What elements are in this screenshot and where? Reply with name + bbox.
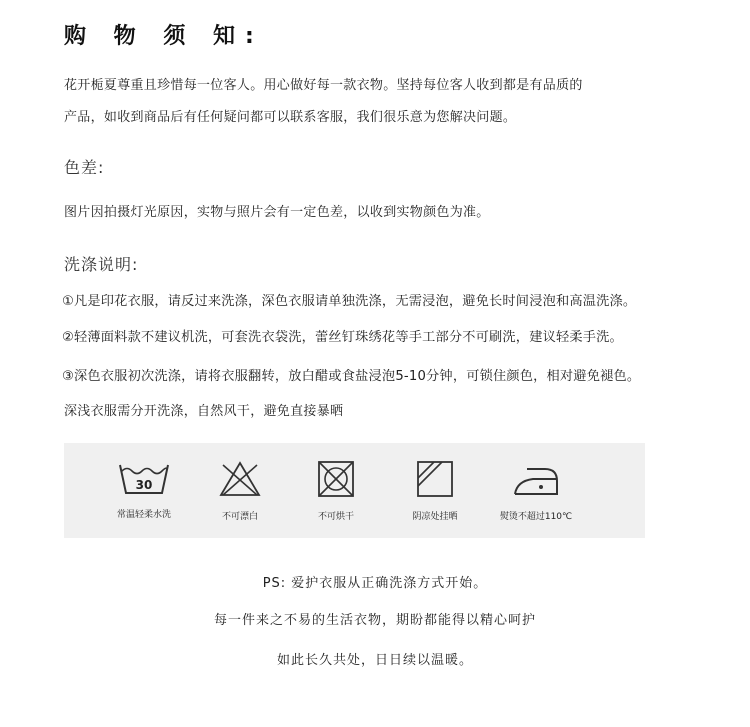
wash-30-icon (117, 461, 171, 495)
care-label-shade: 阴凉处挂晒 (412, 512, 458, 522)
iron-low-icon (511, 461, 561, 497)
washing-rule-1: ①凡是印花衣服，请反过来洗涤，深色衣服请单独洗涤，无需浸泡，避免长时间浸泡和高温洗涤。 (62, 294, 637, 309)
intro-line-2: 产品，如收到商品后有任何疑问都可以联系客服，我们很乐意为您解决问题。 (64, 110, 517, 125)
do-not-bleach-icon (218, 461, 262, 497)
care-item-bleach (185, 461, 295, 522)
intro-line-1: 花开栀夏尊重且珍惜每一位客人。用心做好每一款衣物。坚持每位客人收到都是有品质的 (64, 78, 583, 93)
care-icons-panel (64, 443, 645, 538)
washing-rule-3: ③深色衣服初次洗涤，请将衣服翻转，放白醋或食盐浸泡5-10分钟，可锁住颜色，相对避免褪色。 (62, 369, 641, 384)
washing-heading: 洗涤说明: (64, 255, 139, 274)
care-label-tumble: 不可烘干 (317, 512, 354, 522)
care-item-shade (380, 461, 490, 522)
shade-dry-icon (416, 461, 454, 497)
wash-temp: 30 (135, 478, 153, 492)
care-label-wash: 常温轻柔水洗 (116, 510, 171, 520)
color-diff-text: 图片因拍摄灯光原因，实物与照片会有一定色差，以收到实物颜色为准。 (64, 205, 490, 220)
care-item-iron (481, 461, 591, 522)
footer-line-2: 每一件来之不易的生活衣物，期盼都能得以精心呵护 (213, 613, 536, 628)
care-label-iron: 熨烫不超过110℃ (499, 512, 573, 522)
care-item-tumble (281, 461, 391, 522)
care-label-bleach: 不可漂白 (221, 512, 258, 522)
color-diff-heading: 色差: (64, 158, 105, 177)
washing-extra: 深浅衣服需分开洗涤，自然风干，避免直接暴晒 (64, 404, 344, 419)
footer-ps: PS: 爱护衣服从正确洗涤方式开始。 (262, 576, 488, 591)
washing-rule-2: ②轻薄面料款不建议机洗，可套洗衣袋洗，蕾丝钉珠绣花等手工部分不可刷洗，建议轻柔手洗。 (62, 330, 623, 345)
care-item-wash (89, 461, 199, 520)
do-not-tumble-dry-icon (317, 461, 355, 497)
footer-line-3: 如此长久共处，日日续以温暖。 (276, 653, 473, 668)
page-title: 购 物 须 知: (64, 24, 264, 49)
